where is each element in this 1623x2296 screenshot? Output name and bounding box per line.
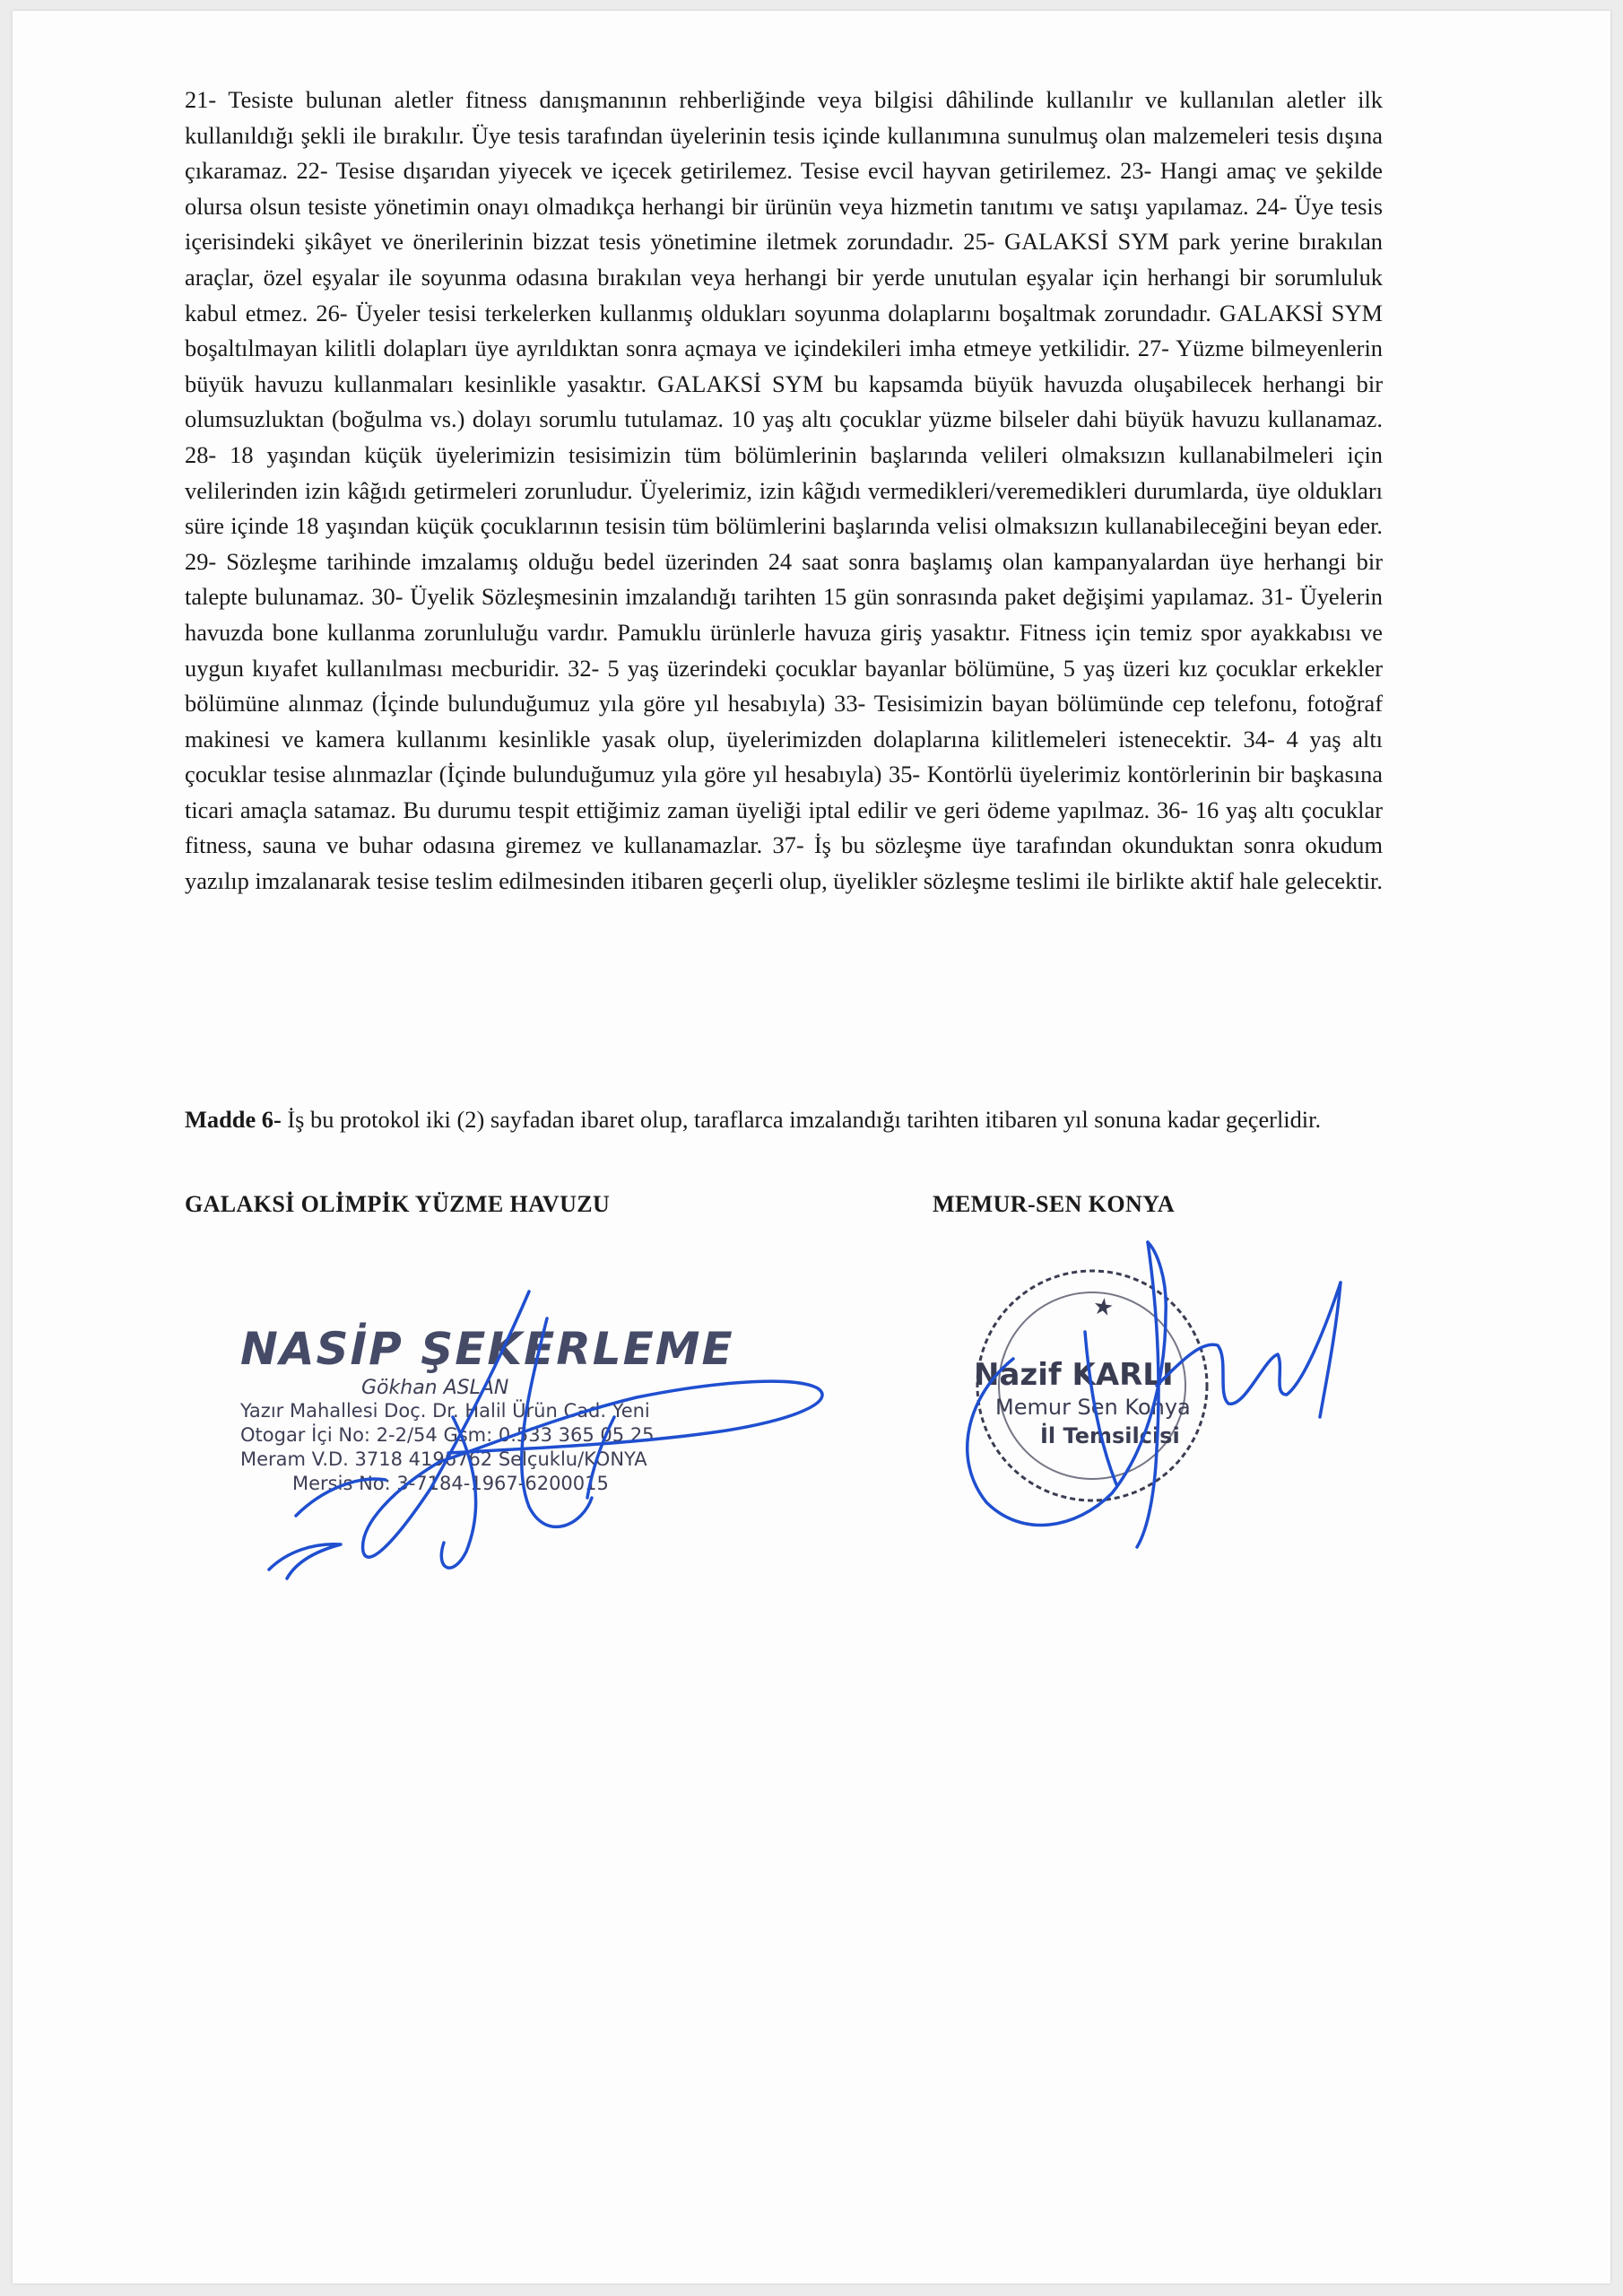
clause-6 bbox=[185, 1103, 1383, 1135]
stamp-address-line: Meram V.D. 3718 4196762 Selçuklu/KONYA bbox=[240, 1448, 647, 1470]
union-stamp bbox=[958, 1251, 1227, 1520]
stamp-representative: Gökhan ASLAN bbox=[361, 1377, 509, 1399]
clause-label: Madde 6- bbox=[185, 1106, 282, 1133]
right-party-name: MEMUR-SEN KONYA bbox=[933, 1191, 1176, 1217]
stamp-rep-title: Memur Sen Konya bbox=[995, 1395, 1191, 1420]
stamp-rep-role: İl Temsilcisi bbox=[1040, 1423, 1180, 1448]
company-stamp bbox=[240, 1323, 734, 1511]
stamp-rep-name: Nazif KARLI bbox=[974, 1357, 1174, 1393]
stamp-address-line: Mersis No: 3-7184-1967-6200015 bbox=[292, 1473, 609, 1494]
left-party-name: GALAKSİ OLİMPİK YÜZME HAVUZU bbox=[185, 1191, 611, 1217]
contract-body-text: 21- Tesiste bulunan aletler fitness danışmanının rehberliğinde veya bilgisi dâhilinde kullanılır ve kullanılan aletler ilk kullanıldığı şekli ile bırakılır. Üye tesis tarafından üyelerinin tesis içinde kullanımına sunulmuş olan malzemeleri tesis dışına çıkaramaz. 22- Tesise dışarıdan yiyecek ve içecek getirilemez. Tesise evcil hayvan getirilemez. 23- Hangi amaç ve şekilde olursa olsun tesiste yönetimin onayı olmadıkça herhangi bir ürünün veya hizmetin tanıtımı ve satışı yapılamaz. 24- Üye tesis içerisindeki şikâyet ve önerilerinin bizzat tesis yönetimine iletmek zorundadır. 25- GALAKSİ SYM park yerine bırakılan araçlar, özel eşyalar ile soyunma odasına bırakılan veya herhangi bir yerde unutulan eşyalar için herhangi bir sorumluluk kabul etmez. 26- Üyeler tesisi terkelerken kullanmış oldukları soyunma dolaplarını boşaltmak zorundadır. GALAKSİ SYM boşaltılmayan kilitli dolapları üye ayrıldıktan sonra açmaya ve içindekileri imha etmeye yetkilidir. 27- Yüzme bilmeyenlerin büyük havuzu kullanmaları kesinlikle yasaktır. GALAKSİ SYM bu kapsamda büyük havuzda oluşabilecek herhangi bir olumsuzluktan (boğulma vs.) dolayı sorumlu tutulamaz. 10 yaş altı çocuklar yüzme bilseler dahi büyük havuzu kullanamaz. 28- 18 yaşından küçük üyelerimizin tesisimizin tüm bölümlerinin başlarında velileri olmaksızın kullanabilmeleri için velilerinden izin kâğıdı getirmeleri zorunludur. Üyelerimiz, izin kâğıdı vermedikleri/veremedikleri durumlarda, üye oldukları süre içinde 18 yaşından küçük çocuklarının tesisin tüm bölümlerini başlarında velisi olmaksızın kullanabileceğini beyan eder. 29- Sözleşme tarihinde imzalamış olduğu bedel üzerinden 24 saat sonra başlamış olan kampanyalardan üye herhangi bir talepte bulunamaz. 30- Üyelik Sözleşmesinin imzalandığı tarihten 15 gün sonrasında paket değişimi yapılamaz. 31- Üyelerin havuzda bone kullanma zorunluluğu vardır. Pamuklu ürünlerle havuza giriş yasaktır. Fitness için temiz spor ayakkabısı ve uygun kıyafet kullanılması mecburidir. 32- 5 yaş üzerindeki çocuklar bayanlar bölümüne, 5 yaş üzeri kız çocuklar erkekler bölümüne alınmaz (İçinde bulunduğumuz yıla göre yıl hesabıyla) 33- Tesisimizin bayan bölümünde cep telefonu, fotoğraf makinesi ve kamera kullanımı kesinlikle yasak olup, üyelerimizden dolaplarına kilitlemeleri istenecektir. 34- 4 yaş altı çocuklar tesise alınmazlar (İçinde bulunduğumuz yıla göre yıl hesabıyla) 35- Kontörlü üyelerimiz kontörlerinin bir başkasına ticari amaçla satamaz. Bu durumu tespit ettiğimiz zaman üyeliği iptal edilir ve geri ödeme yapılmaz. 36- 16 yaş altı çocuklar fitness, sauna ve buhar odasına giremez ve kullanamazlar. 37- İş bu sözleşme üye tarafından okunduktan sonra okudum yazılıp imzalanarak tesise teslim edilmesinden itibaren geçerli olup, üyelikler sözleşme teslimi ile birlikte aktif hale gelecektir. bbox=[185, 86, 1383, 895]
stamp-brand: NASİP ŞEKERLEME bbox=[240, 1323, 734, 1375]
clause-text: İş bu protokol iki (2) sayfadan ibaret olup, taraflarca imzalandığı tarihten itibaren yıl sonuna kadar geçerlidir. bbox=[281, 1106, 1322, 1133]
stamp-address-line: Yazır Mahallesi Doç. Dr. Halil Ürün Cad. Yeni bbox=[240, 1400, 650, 1422]
svg-text:★: ★ bbox=[1090, 1292, 1115, 1323]
stamp-address-line: Otogar İçi No: 2-2/54 Gsm: 0.533 365 05 25 bbox=[240, 1424, 655, 1446]
